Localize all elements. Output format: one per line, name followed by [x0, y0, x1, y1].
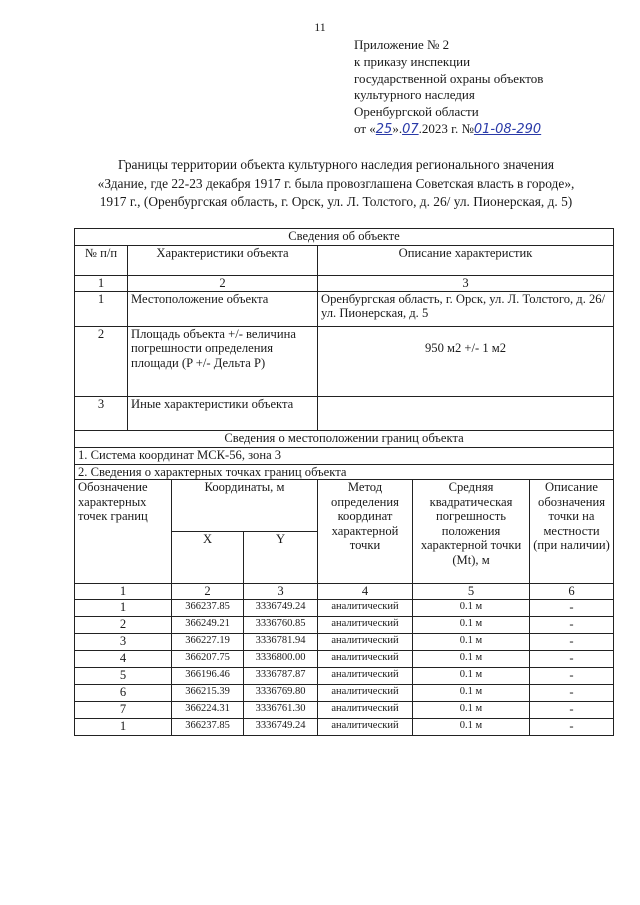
- info-row-desc: [318, 396, 614, 430]
- point-y: 3336800.00: [244, 650, 318, 667]
- col-index-3: 3: [318, 276, 614, 292]
- col-coords-header: Координаты, м: [172, 480, 318, 532]
- point-row: [75, 616, 614, 633]
- date-month: 07: [402, 121, 419, 137]
- col-char-header: Характеристики объекта: [128, 246, 318, 276]
- point-x: 366249.21: [172, 616, 244, 633]
- point-id: 1: [75, 718, 172, 735]
- object-info-title: Сведения об объекте: [75, 229, 614, 246]
- col-num-header: № п/п: [75, 246, 128, 276]
- pt-col-index-2: 2: [172, 584, 244, 600]
- info-row-char: Местоположение объекта: [128, 291, 318, 326]
- point-accuracy: 0.1 м: [413, 616, 530, 633]
- points-table-body: [75, 599, 614, 735]
- location-title: Сведения о местоположении границ объекта: [75, 430, 614, 447]
- pt-col-index-6: 6: [530, 584, 614, 600]
- point-method: аналитический: [318, 701, 413, 718]
- point-id: 7: [75, 701, 172, 718]
- appendix-line-1: Приложение № 2: [354, 37, 450, 52]
- appendix-line-5: Оренбургской области: [354, 104, 479, 120]
- point-row: [75, 599, 614, 616]
- appendix-line-3: государственной охраны объектов: [354, 70, 544, 86]
- document-number: 01-08-290: [473, 121, 542, 137]
- info-row-char: Иные характеристики объекта: [128, 396, 318, 430]
- pt-col-index-3: 3: [244, 584, 318, 600]
- heading-line-2: «Здание, где 22-23 декабря 1917 г. была провозглашена Советская власть в городе»,: [97, 175, 575, 191]
- info-row-char: Площадь объекта +/- величина погрешности определения площади (P +/- Дельта P): [128, 326, 318, 396]
- point-method: аналитический: [318, 684, 413, 701]
- appendix-line-2: к приказу инспекции: [354, 53, 471, 69]
- col-description-header: Описание обозначения точки на местности (при наличии): [530, 480, 614, 584]
- document-heading: [56, 156, 616, 212]
- heading-line-1: Границы территории объекта культурного наследия регионального значения: [117, 157, 555, 172]
- point-x: 366207.75: [172, 650, 244, 667]
- info-row-num: 2: [75, 326, 128, 396]
- point-accuracy: 0.1 м: [413, 633, 530, 650]
- info-row-num: 3: [75, 396, 128, 430]
- point-description: -: [530, 667, 614, 684]
- point-row: [75, 718, 614, 735]
- point-description: -: [530, 650, 614, 667]
- date-day: 25: [375, 121, 393, 137]
- point-x: 366215.39: [172, 684, 244, 701]
- col-designation-header: Обозначение характерных точек границ: [75, 480, 172, 584]
- date-mid: ».: [392, 120, 403, 136]
- point-accuracy: 0.1 м: [413, 701, 530, 718]
- point-id: 1: [75, 599, 172, 616]
- point-row: [75, 701, 614, 718]
- point-y: 3336749.24: [244, 718, 318, 735]
- point-x: 366237.85: [172, 599, 244, 616]
- appendix-block: [354, 37, 543, 139]
- point-x: 366227.19: [172, 633, 244, 650]
- col-y-header: Y: [244, 532, 318, 584]
- page-number: 11: [314, 20, 326, 34]
- col-x-header: X: [172, 532, 244, 584]
- col-desc-header: Описание характеристик: [318, 246, 614, 276]
- pt-col-index-1: 1: [75, 584, 172, 600]
- point-accuracy: 0.1 м: [413, 599, 530, 616]
- point-y: 3336781.94: [244, 633, 318, 650]
- date-year: .2023 г. №: [418, 120, 474, 136]
- point-accuracy: 0.1 м: [413, 650, 530, 667]
- point-method: аналитический: [318, 718, 413, 735]
- point-method: аналитический: [318, 650, 413, 667]
- point-description: -: [530, 701, 614, 718]
- pt-col-index-4: 4: [318, 584, 413, 600]
- col-index-1: 1: [75, 276, 128, 292]
- heading-line-3: 1917 г., (Оренбургская область, г. Орск, ул. Л. Толстого, д. 26/ ул. Пионерская, д. 5): [99, 194, 573, 209]
- col-index-2: 2: [128, 276, 318, 292]
- point-description: -: [530, 599, 614, 616]
- info-row-desc: Оренбургская область, г. Орск, ул. Л. Толстого, д. 26/ ул. Пионерская, д. 5: [318, 291, 614, 326]
- appendix-line-4: культурного наследия: [354, 87, 475, 103]
- point-method: аналитический: [318, 599, 413, 616]
- point-row: [75, 684, 614, 701]
- object-table: [74, 228, 614, 736]
- point-x: 366237.85: [172, 718, 244, 735]
- point-y: 3336769.80: [244, 684, 318, 701]
- point-id: 4: [75, 650, 172, 667]
- point-accuracy: 0.1 м: [413, 684, 530, 701]
- pt-col-index-5: 5: [413, 584, 530, 600]
- point-method: аналитический: [318, 667, 413, 684]
- point-x: 366224.31: [172, 701, 244, 718]
- col-accuracy-header: Средняя квадратическая погрешность положения характерной точки (Mt), м: [413, 480, 530, 584]
- point-row: [75, 650, 614, 667]
- date-prefix: от «: [354, 120, 376, 136]
- point-id: 3: [75, 633, 172, 650]
- info-row-num: 1: [75, 291, 128, 326]
- point-description: -: [530, 718, 614, 735]
- point-accuracy: 0.1 м: [413, 718, 530, 735]
- point-y: 3336760.85: [244, 616, 318, 633]
- point-y: 3336761.30: [244, 701, 318, 718]
- point-y: 3336749.24: [244, 599, 318, 616]
- point-description: -: [530, 616, 614, 633]
- point-accuracy: 0.1 м: [413, 667, 530, 684]
- point-method: аналитический: [318, 616, 413, 633]
- appendix-date-line: [354, 121, 543, 139]
- point-y: 3336787.87: [244, 667, 318, 684]
- points-title: 2. Сведения о характерных точках границ объекта: [75, 464, 614, 480]
- point-x: 366196.46: [172, 667, 244, 684]
- point-id: 2: [75, 616, 172, 633]
- point-method: аналитический: [318, 633, 413, 650]
- coord-system: 1. Система координат МСК-56, зона 3: [75, 447, 614, 464]
- point-id: 6: [75, 684, 172, 701]
- point-id: 5: [75, 667, 172, 684]
- info-row-desc: 950 м2 +/- 1 м2: [318, 326, 614, 396]
- point-row: [75, 633, 614, 650]
- point-description: -: [530, 633, 614, 650]
- col-method-header: Метод определения координат характерной точки: [318, 480, 413, 584]
- point-description: -: [530, 684, 614, 701]
- point-row: [75, 667, 614, 684]
